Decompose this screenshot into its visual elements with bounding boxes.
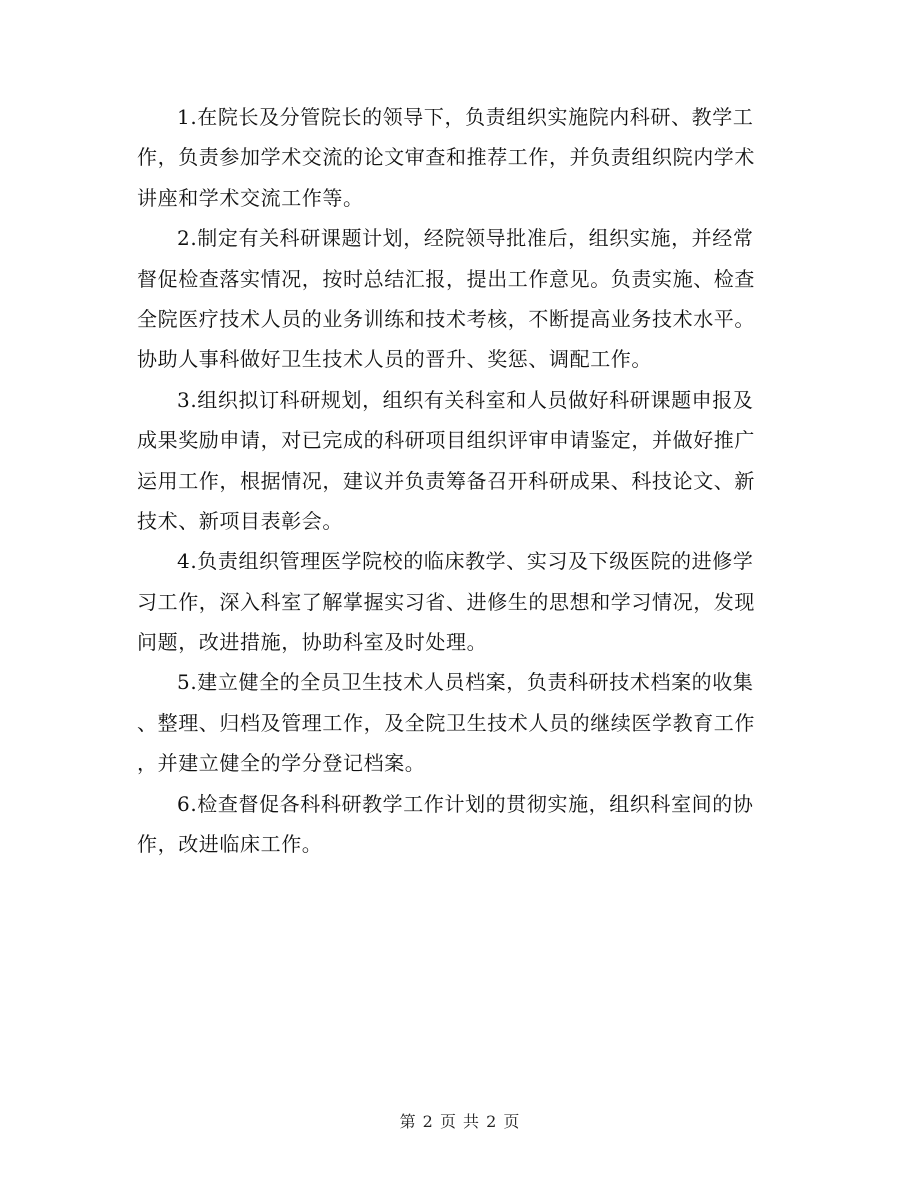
page-number-footer: 第 2 页 共 2 页 xyxy=(399,1112,521,1131)
paragraph-2-line: 督促检查落实情况，按时总结汇报，提出工作意见。负责实施、检查 xyxy=(137,266,755,291)
paragraph-4-line: 4.负责组织管理医学院校的临床教学、实习及下级医院的进修学 xyxy=(177,549,754,574)
paragraph-6-line: 6.检查督促各科科研教学工作计划的贯彻实施，组织科室间的协 xyxy=(177,791,754,816)
paragraph-5-line: ，并建立健全的学分登记档案。 xyxy=(137,751,426,776)
paragraph-1-line: 讲座和学术交流工作等。 xyxy=(137,185,364,210)
paragraph-5-line: 、整理、归档及管理工作，及全院卫生技术人员的继续医学教育工作 xyxy=(137,710,755,735)
paragraph-2-line: 全院医疗技术人员的业务训练和技术考核，不断提高业务技术水平。 xyxy=(137,306,755,331)
paragraph-4-line: 习工作，深入科室了解掌握实习省、进修生的思想和学习情况，发现 xyxy=(137,589,755,614)
paragraph-3-line: 技术、新项目表彰会。 xyxy=(137,508,343,533)
paragraph-2-line: 2.制定有关科研课题计划，经院领导批准后，组织实施，并经常 xyxy=(177,226,754,251)
paragraph-1-line: 作，负责参加学术交流的论文审查和推荐工作，并负责组织院内学术 xyxy=(137,145,755,170)
paragraph-2-line: 协助人事科做好卫生技术人员的晋升、奖惩、调配工作。 xyxy=(137,347,652,372)
paragraph-3-line: 成果奖励申请，对已完成的科研项目组织评审申请鉴定，并做好推广 xyxy=(137,428,755,453)
document-body xyxy=(137,104,777,857)
paragraph-1-line: 1.在院长及分管院长的领导下，负责组织实施院内科研、教学工 xyxy=(177,105,754,129)
paragraph-5-line: 5.建立健全的全员卫生技术人员档案，负责科研技术档案的收集 xyxy=(177,670,754,695)
paragraph-3-line: 3.组织拟订科研规划，组织有关科室和人员做好科研课题申报及 xyxy=(177,387,754,412)
paragraph-6-line: 作，改进临床工作。 xyxy=(137,832,323,857)
paragraph-3-line: 运用工作，根据情况，建议并负责筹备召开科研成果、科技论文、新 xyxy=(137,468,755,493)
paragraph-4-line: 问题，改进措施，协助科室及时处理。 xyxy=(137,630,488,655)
